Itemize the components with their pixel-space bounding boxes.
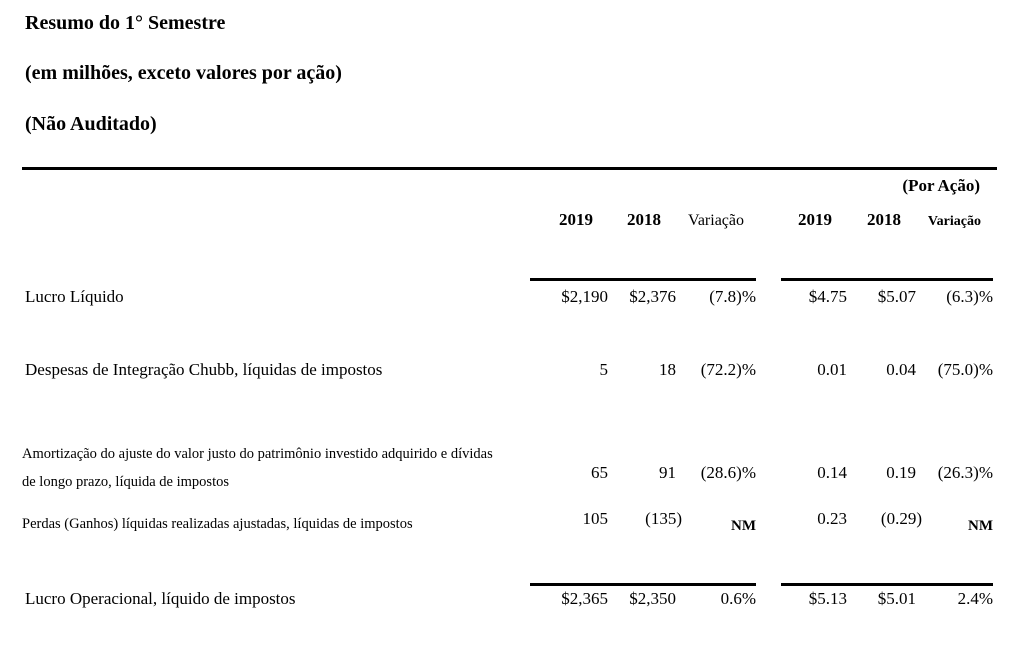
- cell-dollars-variation: (72.2)%: [700, 360, 756, 379]
- cell-pershare-2018: [847, 505, 922, 530]
- cell-dollars-2019: $2,190: [561, 287, 608, 306]
- row-label-line-2: de longo prazo, líquida de impostos: [22, 474, 229, 490]
- cell-pershare-2019: 0.23: [817, 509, 847, 528]
- cell-dollars-2018: $2,376: [629, 287, 676, 306]
- cell-dollars-2018: $2,350: [629, 589, 676, 608]
- pershare-group-top-rule: [781, 278, 993, 281]
- row-label: Despesas de Integração Chubb, líquidas de impostos: [25, 360, 383, 379]
- cell-pershare-variation: 2.4%: [957, 589, 993, 608]
- header-pershare-2018: 2018: [867, 210, 901, 229]
- pershare-group-bottom-rule: [781, 583, 993, 586]
- cell-dollars-2018: 18: [659, 360, 676, 379]
- cell-pershare-variation: (26.3)%: [937, 463, 993, 482]
- header-pershare-variation: Variação: [927, 214, 981, 229]
- cell-pershare-2019: 0.14: [817, 463, 847, 482]
- cell-pershare-2018: 0.04: [886, 360, 916, 379]
- cell-dollars-variation: (7.8)%: [709, 287, 756, 306]
- row-label: Lucro Operacional, líquido de impostos: [25, 589, 296, 608]
- header-dollars-2018: 2018: [627, 210, 661, 229]
- cell-dollars-2019: 65: [591, 463, 608, 482]
- header-dollars-variation: Variação: [688, 212, 744, 229]
- header-pershare-2019: 2019: [798, 210, 832, 229]
- cell-pershare-2019: 0.01: [817, 360, 847, 379]
- table-top-rule: [22, 167, 997, 170]
- table-row-realized-gains-losses: [22, 505, 993, 537]
- negative-value: (135): [645, 509, 682, 528]
- page-subtitle: (em milhões, exceto valores por ação): [25, 62, 342, 84]
- table-row-net-income: [25, 286, 993, 308]
- per-share-group-header: (Por Ação): [902, 176, 980, 195]
- negative-value: (0.29): [880, 509, 922, 528]
- unaudited-note: (Não Auditado): [25, 113, 157, 135]
- row-label: Perdas (Ganhos) líquidas realizadas ajustadas, líquidas de impostos: [22, 516, 413, 532]
- cell-pershare-2018: 0.19: [886, 463, 916, 482]
- row-label: Lucro Líquido: [25, 287, 124, 306]
- cell-dollars-2019: 105: [582, 509, 608, 528]
- cell-dollars-variation: NM: [731, 518, 756, 534]
- cell-dollars-2018: 91: [659, 463, 676, 482]
- table-row-amortization-values: [25, 462, 993, 484]
- cell-dollars-variation: 0.6%: [720, 589, 756, 608]
- table-row-operating-income: [25, 588, 993, 610]
- cell-pershare-2019: $4.75: [808, 287, 847, 306]
- cell-dollars-2018: [608, 505, 682, 530]
- cell-pershare-2018: $5.01: [877, 589, 916, 608]
- cell-dollars-2019: $2,365: [561, 589, 608, 608]
- dollars-group-bottom-rule: [530, 583, 756, 586]
- cell-pershare-variation: (6.3)%: [946, 287, 993, 306]
- dollars-group-top-rule: [530, 278, 756, 281]
- table-header-row: [25, 209, 993, 233]
- header-dollars-2019: 2019: [559, 210, 593, 229]
- row-label-line-1: Amortização do ajuste do valor justo do patrimônio investido adquirido e dívidas: [22, 446, 493, 462]
- cell-dollars-variation: (28.6)%: [700, 463, 756, 482]
- cell-pershare-2018: $5.07: [877, 287, 916, 306]
- cell-pershare-variation: NM: [968, 518, 993, 534]
- cell-pershare-variation: (75.0)%: [937, 360, 993, 379]
- cell-dollars-2019: 5: [599, 360, 608, 379]
- page-title: Resumo do 1° Semestre: [25, 12, 226, 34]
- cell-pershare-2019: $5.13: [808, 589, 847, 608]
- table-row-integration-expenses: [25, 359, 993, 381]
